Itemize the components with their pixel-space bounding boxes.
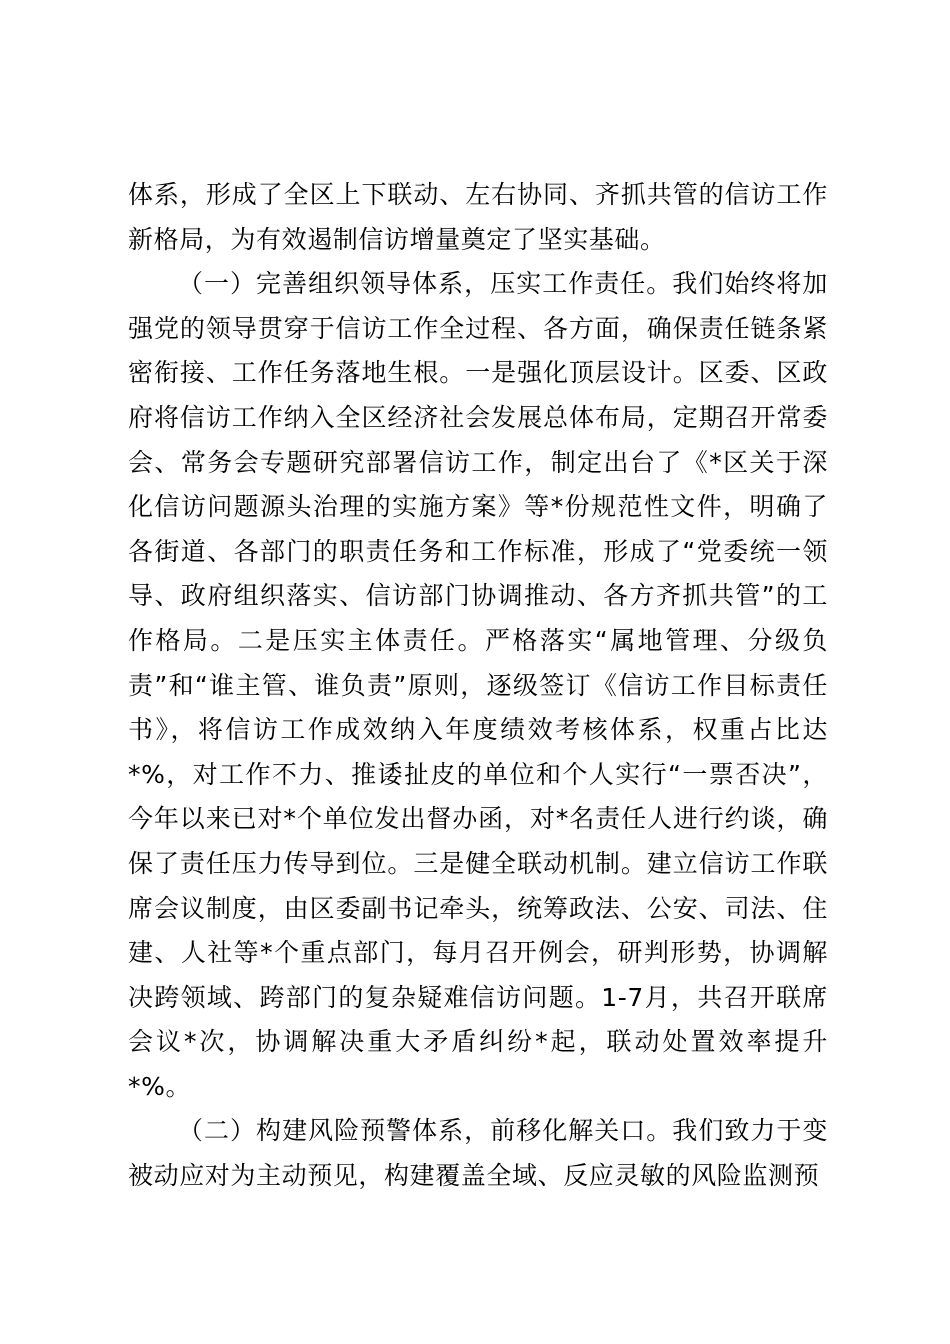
paragraph-section-one: （一）完善组织领导体系，压实工作责任。我们始终将加强党的领导贯穿于信访工作全过程、各方面，确保责任链条紧密衔接、工作任务落地生根。一是强化顶层设计。区委、区政府将信访工作纳入全区经济社会发展总体布局，定期召开常委会、常务会专题研究部署信访工作，制定出台了《*区关于深化信访问题源头治理的实施方案》等*份规范性文件，明确了各街道、各部门的职责任务和工作标准，形成了“党委统一领导、政府组织落实、信访部门协调推动、各方齐抓共管”的工作格局。二是压实主体责任。严格落实“属地管理、分级负责”和“谁主管、谁负责”原则，逐级签订《信访工作目标责任书》，将信访工作成效纳入年度绩效考核体系，权重占比达*%，对工作不力、推诿扯皮的单位和个人实行“一票否决”，今年以来已对*个单位发出督办函，对*名责任人进行约谈，确保了责任压力传导到位。三是健全联动机制。建立信访工作联席会议制度，由区委副书记牵头，统筹政法、公安、司法、住建、人社等*个重点部门，每月召开例会，研判形势，协调解决跨领域、跨部门的复杂疑难信访问题。1-7月，共召开联席会议*次，协调解决重大矛盾纠纷*起，联动处置效率提升*%。 bbox=[128, 269, 828, 1101]
paragraph-section-two: （二）构建风险预警体系，前移化解关口。我们致力于变被动应对为主动预见，构建覆盖全域、反应灵敏的风险监测预 bbox=[128, 1116, 828, 1191]
document-body bbox=[128, 173, 828, 1199]
paragraph-intro: 体系，形成了全区上下联动、左右协同、齐抓共管的信访工作新格局，为有效遏制信访增量奠定了坚实基础。 bbox=[128, 180, 828, 254]
